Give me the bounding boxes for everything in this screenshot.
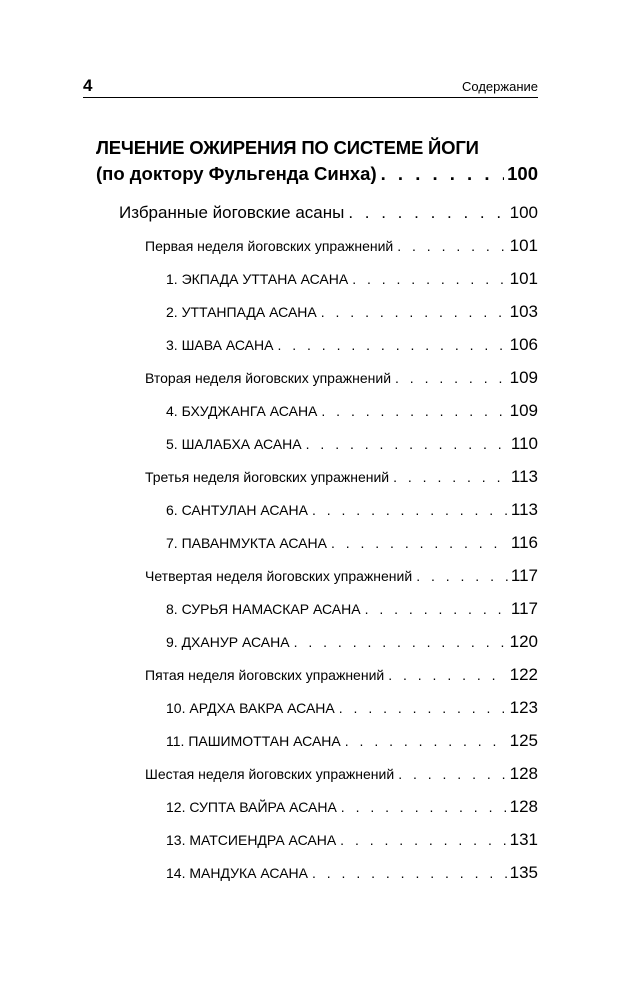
leader-dots: [345, 731, 507, 751]
toc-entry-asana[interactable]: [166, 533, 538, 553]
toc-entry-label: (по доктору Фульгенда Синха): [96, 163, 377, 184]
leader-dots: [397, 236, 506, 256]
toc-entry-page: 106: [509, 335, 538, 354]
toc-entry-asana[interactable]: [166, 434, 538, 454]
leader-dots: [352, 269, 506, 289]
toc-entry-week[interactable]: [145, 566, 538, 586]
toc-entry-page: 103: [509, 302, 538, 321]
chapter-title: ЛЕЧЕНИЕ ОЖИРЕНИЯ ПО СИСТЕМЕ ЙОГИ: [96, 137, 479, 158]
leader-dots: [381, 162, 504, 186]
toc-entry-asana[interactable]: [166, 269, 538, 289]
toc-entry-page: 128: [509, 797, 538, 816]
toc-entry-page: 101: [509, 269, 538, 288]
toc-entry-label: 13. МАТСИЕНДРА АСАНА: [166, 832, 337, 848]
toc-entry-page: 117: [510, 599, 538, 618]
page-header: [83, 76, 538, 96]
toc-entry-page: 100: [507, 163, 538, 184]
toc-entry-page: 128: [509, 764, 538, 783]
toc-entry-label: Пятая неделя йоговских упражнений: [145, 667, 385, 683]
leader-dots: [277, 335, 506, 355]
toc-entry-asana[interactable]: [166, 863, 538, 883]
toc-entry-label: 3. ШАВА АСАНА: [166, 337, 274, 353]
toc-entry-label: 12. СУПТА ВАЙРА АСАНА: [166, 799, 337, 815]
toc-entry-label: 9. ДХАНУР АСАНА: [166, 634, 290, 650]
toc-entry-page: 109: [509, 368, 538, 387]
toc-entry-asana[interactable]: [166, 830, 538, 850]
leader-dots: [398, 764, 506, 784]
toc-entry-page: 122: [509, 665, 538, 684]
toc-entry-label: Четвертая неделя йоговских упражнений: [145, 568, 413, 584]
leader-dots: [339, 698, 507, 718]
toc-entry-page: 109: [509, 401, 538, 420]
toc-entry-asana[interactable]: [166, 302, 538, 322]
page-number: 4: [83, 76, 93, 95]
toc-entry-label: 2. УТТАНПАДА АСАНА: [166, 304, 317, 320]
toc-entry-page: 110: [510, 434, 538, 453]
toc-entry-page: 131: [509, 830, 538, 849]
toc-entry-section[interactable]: [119, 202, 538, 224]
leader-dots: [306, 434, 508, 454]
leader-dots: [348, 202, 506, 224]
running-title: Содержание: [462, 79, 538, 94]
toc-entry-page: 123: [509, 698, 538, 717]
toc-entry-asana[interactable]: [166, 632, 538, 652]
toc-entry-asana[interactable]: [166, 797, 538, 817]
leader-dots: [321, 302, 507, 322]
leader-dots: [416, 566, 508, 586]
toc-entry-label: Первая неделя йоговских упражнений: [145, 238, 394, 254]
toc-entry-asana[interactable]: [166, 335, 538, 355]
toc-entry-page: 116: [510, 533, 538, 552]
toc-entry-label: 14. МАНДУКА АСАНА: [166, 865, 308, 881]
toc-entry-chapter[interactable]: [96, 162, 538, 186]
leader-dots: [395, 368, 507, 388]
toc-entry-label: 4. БХУДЖАНГА АСАНА: [166, 403, 318, 419]
toc-entry-label: 8. СУРЬЯ НАМАСКАР АСАНА: [166, 601, 361, 617]
toc-entry-label: 1. ЭКПАДА УТТАНА АСАНА: [166, 271, 349, 287]
leader-dots: [341, 797, 507, 817]
toc-entry-label: 11. ПАШИМОТТАН АСАНА: [166, 733, 341, 749]
toc-entry-page: 100: [509, 203, 538, 222]
toc-entry-label: Шестая неделя йоговских упражнений: [145, 766, 395, 782]
toc-entry-week[interactable]: [145, 665, 538, 685]
leader-dots: [294, 632, 507, 652]
toc-entry-week[interactable]: [145, 236, 538, 256]
toc-entry-page: 120: [509, 632, 538, 651]
toc-entry-label: 5. ШАЛАБХА АСАНА: [166, 436, 302, 452]
toc-entry-asana[interactable]: [166, 599, 538, 619]
toc-entry-page: 135: [509, 863, 538, 882]
toc-entry-page: 125: [509, 731, 538, 750]
toc-entry-label: Вторая неделя йоговских упражнений: [145, 370, 392, 386]
toc-entry-label: Третья неделя йоговских упражнений: [145, 469, 390, 485]
toc-entry-label: 7. ПАВАНМУКТА АСАНА: [166, 535, 327, 551]
toc-entry-label: 6. САНТУЛАН АСАНА: [166, 502, 308, 518]
toc-entry-week[interactable]: [145, 368, 538, 388]
toc-entry-asana[interactable]: [166, 500, 538, 520]
leader-dots: [393, 467, 508, 487]
leader-dots: [312, 863, 507, 883]
leader-dots: [312, 500, 508, 520]
toc-entry-asana[interactable]: [166, 698, 538, 718]
header-rule: [83, 97, 538, 98]
toc-entry-asana[interactable]: [166, 401, 538, 421]
toc-entry-page: 101: [509, 236, 538, 255]
toc-entry-asana[interactable]: [166, 731, 538, 751]
toc-entry-label: Избранные йоговские асаны: [119, 203, 345, 222]
leader-dots: [340, 830, 506, 850]
toc-entry-week[interactable]: [145, 467, 538, 487]
leader-dots: [331, 533, 508, 553]
toc-entry-page: 113: [510, 500, 538, 519]
leader-dots: [388, 665, 506, 685]
leader-dots: [365, 599, 508, 619]
toc-entry-label: 10. АРДХА ВАКРА АСАНА: [166, 700, 335, 716]
toc-entry-page: 113: [510, 467, 538, 486]
toc-entry-week[interactable]: [145, 764, 538, 784]
leader-dots: [321, 401, 506, 421]
toc-entry-page: 117: [510, 566, 538, 585]
